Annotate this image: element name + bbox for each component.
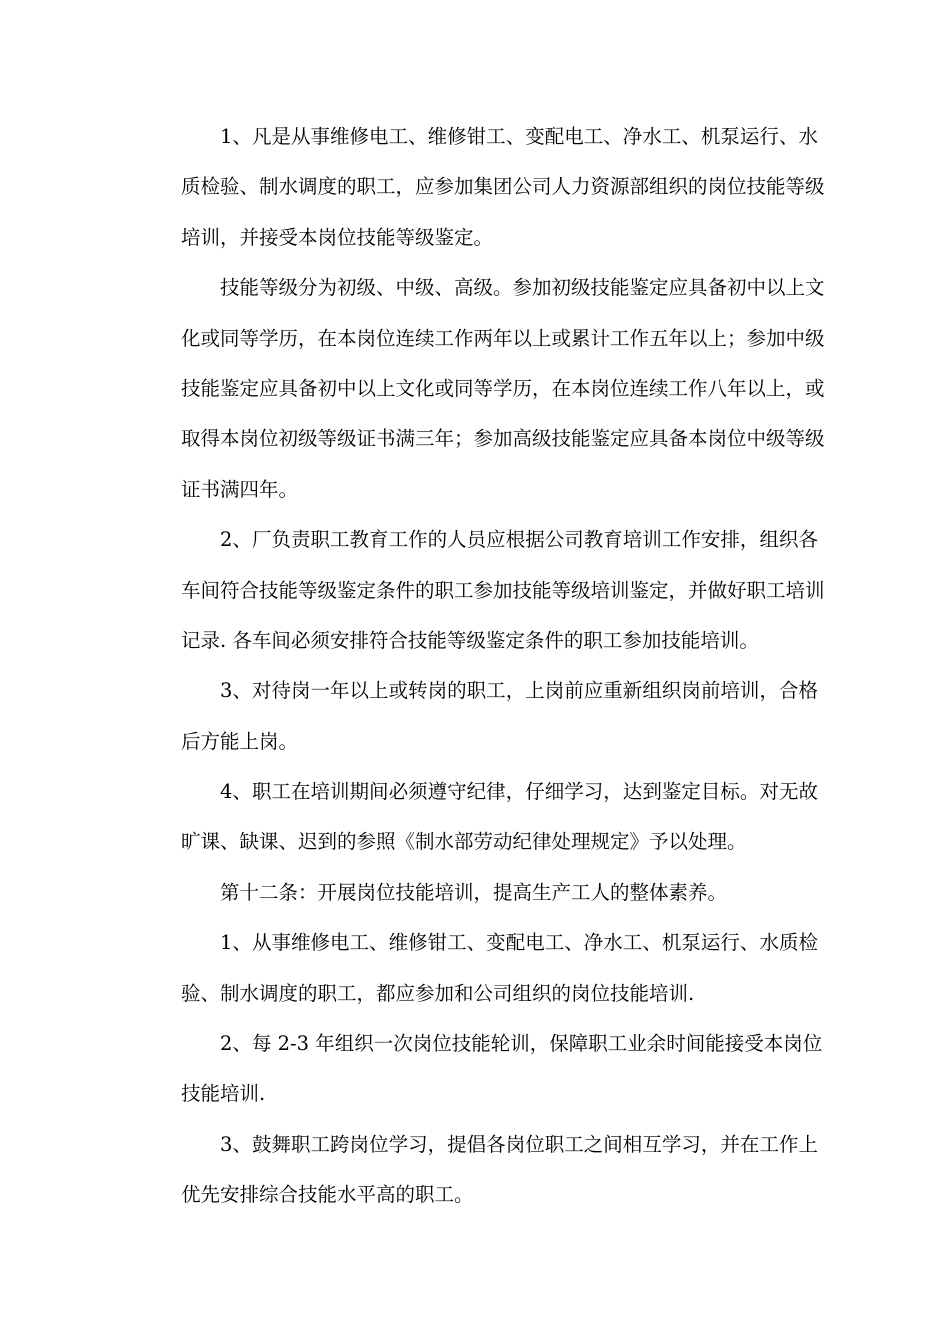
text-line: 2、每 2-3 年组织一次岗位技能轮训，保障职工业余时间能接受本岗位 (220, 1032, 823, 1056)
text-line: 3、对待岗一年以上或转岗的职工，上岗前应重新组织岗前培训，合格 (220, 679, 818, 703)
text-line: 技能培训. (181, 1082, 266, 1106)
text-line: 第十二条：开展岗位技能培训，提高生产工人的整体素养。 (220, 880, 728, 904)
paragraph-3 (142, 515, 825, 666)
paragraph-9 (142, 1120, 818, 1221)
paragraph-4 (142, 666, 818, 767)
text-line: 证书满四年。 (181, 477, 299, 501)
text-line: 记录. 各车间必须安排符合技能等级鉴定条件的职工参加技能培训。 (181, 628, 759, 652)
paragraph-7 (142, 918, 818, 1019)
document-page (142, 112, 825, 1221)
text-line: 3、鼓舞职工跨岗位学习，提倡各岗位职工之间相互学习，并在工作上 (220, 1132, 818, 1156)
text-line: 取得本岗位初级等级证书满三年；参加高级技能鉴定应具备本岗位中级等级 (181, 427, 825, 451)
text-line: 质检验、制水调度的职工，应参加集团公司人力资源部组织的岗位技能等级 (181, 175, 825, 199)
text-line: 2、厂负责职工教育工作的人员应根据公司教育培训工作安排，组织各 (220, 528, 818, 552)
paragraph-6-article-heading (142, 868, 818, 918)
text-line: 技能等级分为初级、中级、高级。参加初级技能鉴定应具备初中以上文 (220, 276, 825, 300)
paragraph-2 (142, 263, 825, 515)
text-line: 旷课、缺课、迟到的参照《制水部劳动纪律处理规定》予以处理。 (181, 830, 747, 854)
text-line: 优先安排综合技能水平高的职工。 (181, 1183, 474, 1207)
text-line: 化或同等学历，在本岗位连续工作两年以上或累计工作五年以上；参加中级 (181, 326, 825, 350)
paragraph-1 (142, 112, 825, 263)
text-line: 后方能上岗。 (181, 729, 299, 753)
paragraph-5 (142, 767, 818, 868)
text-line: 1、凡是从事维修电工、维修钳工、变配电工、净水工、机泵运行、水 (220, 125, 818, 148)
text-line: 4、职工在培训期间必须遵守纪律，仔细学习，达到鉴定目标。对无故 (220, 780, 818, 804)
text-line: 培训，并接受本岗位技能等级鉴定。 (181, 225, 494, 249)
text-line: 验、制水调度的职工，都应参加和公司组织的岗位技能培训. (181, 981, 695, 1005)
text-line: 技能鉴定应具备初中以上文化或同等学历，在本岗位连续工作八年以上，或 (181, 376, 825, 400)
text-line: 车间符合技能等级鉴定条件的职工参加技能等级培训鉴定，并做好职工培训 (181, 578, 825, 602)
paragraph-8 (142, 1019, 823, 1120)
text-line: 1、从事维修电工、维修钳工、变配电工、净水工、机泵运行、水质检 (220, 931, 818, 955)
